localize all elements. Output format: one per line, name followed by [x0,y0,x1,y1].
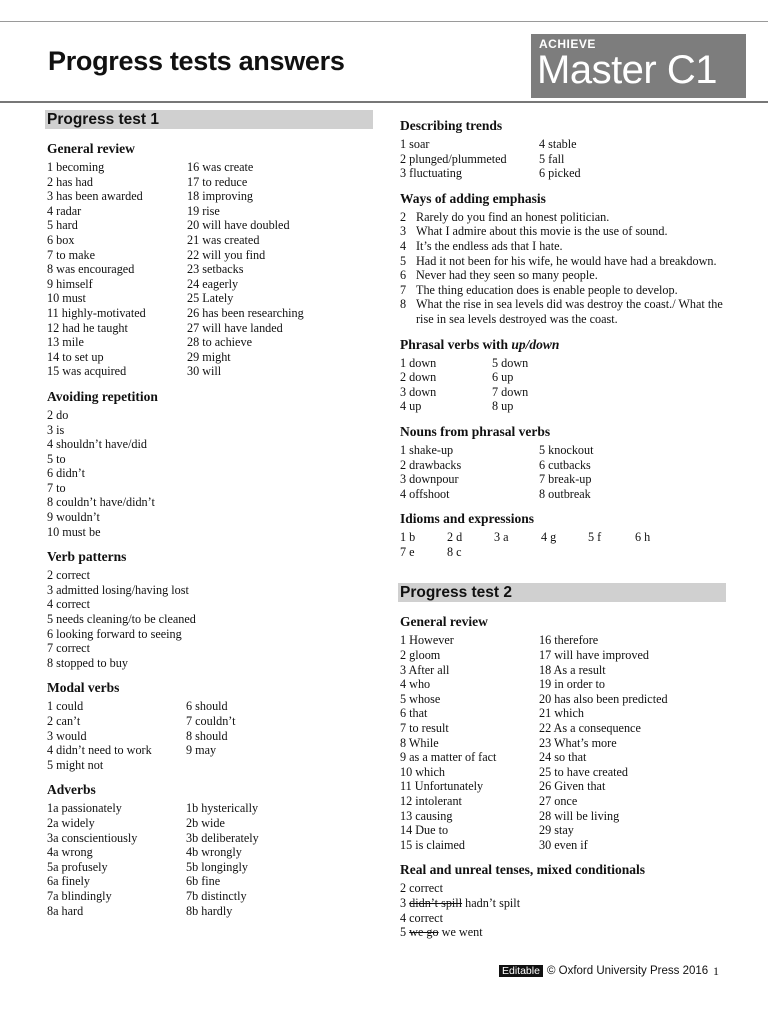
answer-item: 3b deliberately [186,830,259,845]
answer-item: 6 box [47,232,75,247]
answer-item: 22 will you find [187,247,266,262]
answer-item: 5 needs cleaning/to be cleaned [47,612,196,627]
answer-item: 10 which [400,764,446,779]
answer-item: 8b hardly [186,903,233,918]
answers-col-2 [187,160,347,379]
answer-item: 3 a [494,530,509,545]
title-emphasis: up/down [511,336,560,352]
answer-item: 3 is [47,422,65,437]
answers-col-1 [400,356,492,414]
answer-item: 8 stopped to buy [47,655,128,670]
answer-item: 28 will be living [539,808,620,823]
answer-item: 2 do [47,407,69,422]
answer-text: Had it not been for his wife, he would have had a breakdown. [416,253,717,268]
answer-item: 9 as a matter of fact [400,750,497,765]
answer-item: 13 mile [47,335,84,350]
answer-item: 4 up [400,399,422,414]
answer-item: 21 was created [187,232,260,247]
describing-trends-answers [400,137,730,181]
answer-item: 4a wrong [47,845,93,860]
answer-item: 1 soar [400,137,430,151]
section-title: Verb patterns [47,549,127,565]
answer-item: 6 cutbacks [539,457,591,472]
answer-item: 6a finely [47,874,90,889]
answer-item: 11 highly-motivated [47,305,146,320]
answer-text: Rarely do you find an honest politician. [416,209,610,224]
answer-number: 5 [400,253,407,268]
answer-item: 2 drawbacks [400,457,462,472]
right-column [400,118,730,940]
section-title: Avoiding repetition [47,388,158,404]
answer-item: 3 admitted losing/having lost [47,582,189,597]
answer-item: 5 knockout [539,442,594,457]
answer-item: 26 has been researching [187,305,304,320]
answer-item: 1 down [400,355,437,370]
answer-item: 30 even if [539,837,588,852]
answer-item: 8 was encouraged [47,262,135,277]
answer-item: 24 so that [539,750,587,765]
answer-item: 14 Due to [400,823,449,838]
header-rule [0,101,768,103]
phrasal-verbs-answers [400,356,730,414]
answer-number: 6 [400,268,407,283]
answer-item: 8 should [186,728,228,743]
answers-col-2 [492,356,652,414]
answer-item: 22 As a consequence [539,721,641,736]
answer-item: 17 will have improved [539,648,650,663]
answer-item: 15 was acquired [47,364,127,379]
answer-item [400,896,730,911]
answer-item: 17 to reduce [187,174,248,189]
page-title: Progress tests answers [48,46,345,76]
answer-text: What the rise in sea levels did was destroy the coast./ What the rise in sea levels destroyed was the coast. [416,297,723,326]
answer-item: 6 picked [539,166,581,181]
answer-item: 1 becoming [47,160,105,174]
answer-item: 27 once [539,794,578,808]
answer-item: 5 f [588,530,602,545]
answer-item: 5 down [492,355,529,370]
answer-item: 19 in order to [539,677,606,692]
section-title: General review [47,141,135,156]
section-title: Modal verbs [47,680,120,696]
answer-item: 16 was create [187,160,254,174]
answer-item: 7b distinctly [186,888,247,903]
answer-item: 4 stable [539,137,577,151]
answer-item: 2 d [447,530,463,545]
answer-item: 25 Lately [187,291,234,306]
answer-item: 27 will have landed [187,320,283,335]
answers-col-1 [400,137,539,181]
brand-logo [531,34,746,98]
answer-item: 2a widely [47,815,95,830]
general-review-2-answers [400,633,730,852]
answer-item: 6 looking forward to seeing [47,626,182,641]
answer-item: 24 eagerly [187,276,239,291]
answer-item: 8 While [400,735,439,750]
verb-patterns-answers [47,568,377,670]
answer-item [400,254,730,269]
answer-number: 8 [400,297,407,312]
answer-item: 5 might not [47,757,104,772]
footer [499,965,708,977]
editable-badge: Editable [499,965,543,977]
answer-item [400,283,730,298]
copyright: © Oxford University Press 2016 [546,965,709,977]
answer-item: 23 What’s more [539,735,617,750]
emphasis-answers [400,210,730,327]
modal-verbs-answers [47,699,377,772]
answers-col-2 [186,801,346,918]
section-title: Idioms and expressions [400,511,535,527]
answer-item: 7a blindingly [47,888,112,903]
answer-item: 2 down [400,370,437,385]
answer-item: 10 must be [47,524,101,539]
idioms-answers [400,530,730,559]
answer-item: 4 who [400,677,431,692]
answer-item: 2 gloom [400,648,441,663]
adverbs-answers [47,801,377,918]
title-text: Phrasal verbs with [400,336,512,352]
answer-item: 9 himself [47,276,93,291]
answers-col-2 [539,633,699,852]
answer-item: 5a profusely [47,859,108,874]
brand-big: Master C1 [537,48,717,92]
answer-item: 1 shake-up [400,442,454,457]
answer-item: 19 rise [187,203,220,218]
answer-item: 4 shouldn’t have/did [47,437,147,452]
answer-item: 7 correct [47,641,90,656]
answer-item: 9 wouldn’t [47,510,100,525]
answer-item: 5 fall [539,151,565,166]
answer-item: 18 improving [187,189,254,204]
answer-item: 6 up [492,370,514,385]
answer-item: 4 correct [400,910,443,925]
answer-item: 6 should [186,699,228,714]
struck-text: we go [409,925,439,940]
answer-item: 5b longingly [186,859,248,874]
struck-text: didn’t spill [409,895,463,910]
answer-item: 21 which [539,706,585,721]
answer-item: 2 correct [47,568,90,583]
answer-text: It’s the endless ads that I hate. [416,238,563,253]
answer-item: 3 After all [400,662,450,677]
answer-item: 28 to achieve [187,335,252,350]
answer-item: 2 has had [47,174,94,189]
progress-test-2-heading: Progress test 2 [398,583,726,602]
answer-item: 8 couldn’t have/didn’t [47,495,155,510]
answer-item: 7 down [492,384,529,399]
answer-item: 7 couldn’t [186,714,236,728]
answer-item [400,239,730,254]
answers-col-2 [539,443,699,501]
answer-number: 7 [400,282,407,297]
answers-col-1 [47,699,186,772]
answer-item: 1a passionately [47,801,122,816]
answers-col-2 [186,699,346,772]
answer-number: 4 [400,238,407,253]
answer-item: 2 plunged/plummeted [400,151,507,166]
section-title: General review [400,614,488,630]
section-title: Describing trends [400,118,503,133]
section-title: Adverbs [47,782,96,798]
answer-item: 30 will [187,364,222,379]
section-title: Ways of adding emphasis [400,190,546,206]
answer-item: 7 to [47,480,66,495]
answer-number: 3 [400,224,407,239]
answer-item: 5 hard [47,218,78,233]
answer-item: 9 may [186,743,217,758]
answer-item: 2b wide [186,815,225,830]
answer-item: 29 might [187,349,231,364]
answer-item: 6 h [635,530,651,545]
answer-item: 8 c [447,544,462,559]
answer-number: 2 [400,209,407,224]
answer-item: 3 downpour [400,472,459,487]
answer-item: 18 As a result [539,662,606,677]
answer-item [400,224,730,239]
left-column [47,110,377,918]
answer-item: 4b wrongly [186,845,242,860]
answer-item: 29 stay [539,823,574,838]
progress-test-1-heading: Progress test 1 [45,110,373,129]
answer-item [400,210,730,225]
answer-item: 4 didn’t need to work [47,743,152,758]
answer-item [400,268,730,283]
answer-item: 6b fine [186,874,221,889]
answer-item: 20 has also been predicted [539,691,668,706]
answer-item: 7 e [400,544,415,559]
answer-number: 3 [400,895,410,910]
answer-number: 5 [400,925,410,940]
corrected-text: we went [438,925,483,940]
answer-item: 4 g [541,530,557,545]
answer-item: 13 causing [400,808,453,823]
answer-item: 7 to result [400,721,449,736]
answer-item: 4 offshoot [400,486,450,501]
tenses-answers [400,881,730,939]
answer-item: 1 b [400,530,416,545]
page-number: 1 [713,964,719,978]
answer-item: 1 could [47,699,84,714]
answer-item: 10 must [47,291,86,306]
answer-item: 3 has been awarded [47,189,143,204]
section-title: Nouns from phrasal verbs [400,423,551,439]
answer-item: 15 is claimed [400,837,465,852]
answers-col-1 [47,160,187,379]
avoiding-repetition-answers [47,408,377,539]
answer-item: 4 radar [47,203,82,218]
answer-item: 14 to set up [47,349,104,364]
answer-text: What I admire about this movie is the use of sound. [416,224,668,239]
answer-item: 12 intolerant [400,794,462,808]
answer-item: 20 will have doubled [187,218,290,233]
general-review-answers [47,160,377,379]
answer-item: 2 can’t [47,714,81,728]
answer-item: 3 fluctuating [400,166,462,181]
answer-item: 7 break-up [539,472,592,487]
top-rule [0,21,768,22]
corrected-text: hadn’t spilt [462,895,521,910]
answer-item: 2 correct [400,881,443,896]
answer-item: 6 that [400,706,428,721]
answer-item: 5 to [47,451,66,466]
answer-item: 1 However [400,633,454,648]
answer-item: 7 to make [47,247,96,262]
answer-item: 3 would [47,728,87,743]
answers-col-1 [47,801,186,918]
answers-col-1 [400,443,539,501]
answer-item: 11 Unfortunately [400,779,484,794]
nouns-answers [400,443,730,501]
answer-item [400,297,730,326]
answer-item: 3a conscientiously [47,830,138,845]
answer-text: Never had they seen so many people. [416,268,598,283]
section-title [400,337,730,353]
brand-small: ACHIEVE [539,37,596,51]
answer-item: 8a hard [47,903,84,918]
answer-item: 1b hysterically [186,801,259,816]
section-title: Real and unreal tenses, mixed conditionals [400,862,646,878]
answer-item: 16 therefore [539,633,599,648]
answer-item: 8 up [492,399,514,414]
answer-item [400,925,730,940]
answer-item: 26 Given that [539,779,606,794]
answer-item: 25 to have created [539,764,628,779]
answers-col-1 [400,633,539,852]
answer-item: 12 had he taught [47,320,128,335]
answers-col-2 [539,137,699,181]
answer-item: 23 setbacks [187,262,244,277]
answer-item: 5 whose [400,691,441,706]
answer-item: 6 didn’t [47,466,86,481]
answer-item: 3 down [400,384,437,399]
answer-text: The thing education does is enable people to develop. [416,282,678,297]
answer-item: 8 outbreak [539,486,591,501]
answer-item: 4 correct [47,597,90,612]
